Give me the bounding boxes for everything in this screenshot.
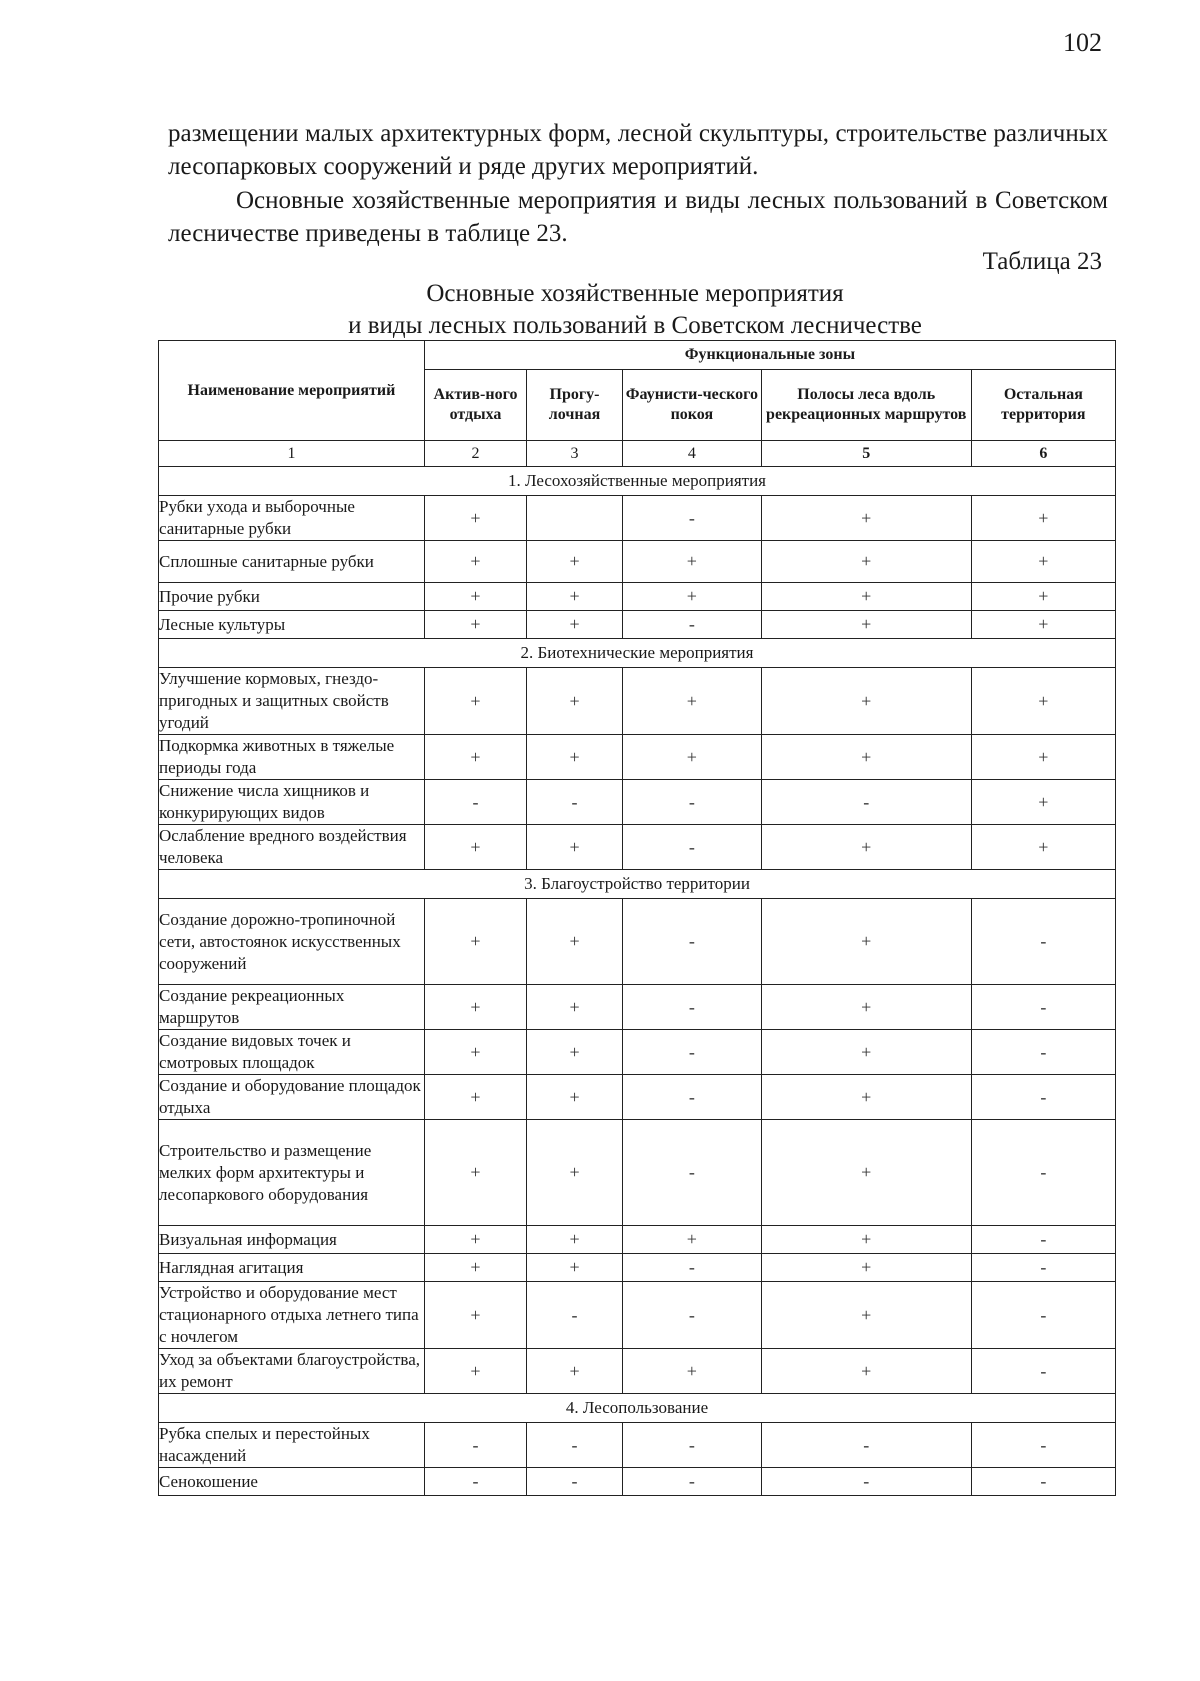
table-row xyxy=(159,735,1116,780)
zone-mark: - xyxy=(971,1030,1115,1075)
zone-mark: + xyxy=(527,1030,623,1075)
activity-name: Сенокошение xyxy=(159,1468,425,1496)
activity-name: Строительство и размещение мелких форм архитектуры и лесопаркового оборудования xyxy=(159,1120,425,1226)
zone-mark: + xyxy=(622,1226,761,1254)
section-title: 4. Лесопользование xyxy=(159,1394,1116,1423)
header-zone-fauna-rest: Фаунисти-ческого покоя xyxy=(622,370,761,441)
column-numbers-row xyxy=(159,441,1116,467)
header-activity-name: Наименование мероприятий xyxy=(159,341,425,441)
zone-mark: - xyxy=(622,496,761,541)
zone-mark: - xyxy=(971,1349,1115,1394)
column-number: 4 xyxy=(622,441,761,467)
zone-mark: - xyxy=(622,985,761,1030)
activity-name: Создание рекреационных маршрутов xyxy=(159,985,425,1030)
activity-name: Прочие рубки xyxy=(159,583,425,611)
zone-mark: + xyxy=(971,496,1115,541)
table-row xyxy=(159,496,1116,541)
table-row xyxy=(159,1226,1116,1254)
paragraph-1: размещении малых архитектурных форм, лесной скульптуры, строительстве различных лесопарковых сооружений и ряде других мероприятий. xyxy=(168,120,1108,180)
activity-name: Устройство и оборудование мест стационарного отдыха летнего типа с ночлегом xyxy=(159,1282,425,1349)
table-title xyxy=(160,278,1110,342)
zone-mark: + xyxy=(527,899,623,985)
zone-mark: + xyxy=(761,541,971,583)
zone-mark: - xyxy=(761,780,971,825)
paragraph-2: Основные хозяйственные мероприятия и виды лесных пользований в Советском лесничестве приведены в таблице 23. xyxy=(168,187,1108,247)
table-row xyxy=(159,1030,1116,1075)
activity-name: Ослабление вредного воздействия человека xyxy=(159,825,425,870)
zone-mark: - xyxy=(527,1282,623,1349)
zone-mark: + xyxy=(424,899,526,985)
zone-mark: + xyxy=(527,1120,623,1226)
header-functional-zones: Функциональные зоны xyxy=(424,341,1115,370)
zone-mark: + xyxy=(761,1226,971,1254)
activity-name: Визуальная информация xyxy=(159,1226,425,1254)
zone-mark: + xyxy=(971,583,1115,611)
zone-mark: + xyxy=(761,583,971,611)
zone-mark: + xyxy=(424,1282,526,1349)
zone-mark: - xyxy=(527,780,623,825)
activity-name: Создание видовых точек и смотровых площадок xyxy=(159,1030,425,1075)
activities-table xyxy=(158,340,1116,1496)
zone-mark: - xyxy=(622,780,761,825)
zone-mark: + xyxy=(424,1226,526,1254)
zone-mark: - xyxy=(971,1468,1115,1496)
zone-mark: + xyxy=(527,611,623,639)
zone-mark: + xyxy=(971,541,1115,583)
activity-name: Создание дорожно-тропиночной сети, автостоянок искусственных сооружений xyxy=(159,899,425,985)
zone-mark: - xyxy=(971,1226,1115,1254)
zone-mark: + xyxy=(527,668,623,735)
table-row xyxy=(159,1075,1116,1120)
zone-mark: + xyxy=(971,735,1115,780)
table-label: Таблица 23 xyxy=(982,248,1102,275)
zone-mark: - xyxy=(622,825,761,870)
zone-mark: + xyxy=(971,780,1115,825)
zone-mark: - xyxy=(622,1423,761,1468)
zone-mark: - xyxy=(424,780,526,825)
section-title: 2. Биотехнические мероприятия xyxy=(159,639,1116,668)
zone-mark: + xyxy=(527,1349,623,1394)
zone-mark: + xyxy=(622,735,761,780)
activity-name: Подкормка животных в тяжелые периоды года xyxy=(159,735,425,780)
table-row xyxy=(159,1423,1116,1468)
table-row xyxy=(159,1468,1116,1496)
zone-mark: + xyxy=(761,899,971,985)
zone-mark: + xyxy=(761,668,971,735)
zone-mark: + xyxy=(971,611,1115,639)
zone-mark: + xyxy=(424,1120,526,1226)
table-row xyxy=(159,780,1116,825)
table-row xyxy=(159,825,1116,870)
zone-mark: + xyxy=(424,583,526,611)
table-row xyxy=(159,899,1116,985)
zone-mark: + xyxy=(761,985,971,1030)
activity-name: Наглядная агитация xyxy=(159,1254,425,1282)
page-number: 102 xyxy=(1063,28,1102,57)
table-row xyxy=(159,985,1116,1030)
table-row xyxy=(159,1254,1116,1282)
zone-mark: - xyxy=(622,1254,761,1282)
section-row xyxy=(159,1394,1116,1423)
activity-name: Лесные культуры xyxy=(159,611,425,639)
zone-mark: + xyxy=(971,668,1115,735)
zone-mark: - xyxy=(622,899,761,985)
zone-mark: - xyxy=(971,1120,1115,1226)
section-row xyxy=(159,467,1116,496)
table-row xyxy=(159,541,1116,583)
column-number: 3 xyxy=(527,441,623,467)
zone-mark: + xyxy=(761,611,971,639)
zone-mark: + xyxy=(971,825,1115,870)
column-number: 6 xyxy=(971,441,1115,467)
zone-mark: - xyxy=(971,899,1115,985)
zone-mark: - xyxy=(527,1468,623,1496)
zone-mark: - xyxy=(622,611,761,639)
table-title-line-1: Основные хозяйственные мероприятия xyxy=(426,280,844,307)
zone-mark: + xyxy=(424,668,526,735)
table-title-line-2: и виды лесных пользований в Советском лесничестве xyxy=(348,312,922,339)
zone-mark: + xyxy=(424,735,526,780)
zone-mark: + xyxy=(622,541,761,583)
section-row xyxy=(159,870,1116,899)
activity-name: Улучшение кормовых, гнездо-пригодных и защитных свойств угодий xyxy=(159,668,425,735)
activity-name: Рубки ухода и выборочные санитарные рубки xyxy=(159,496,425,541)
column-number: 2 xyxy=(424,441,526,467)
zone-mark: - xyxy=(622,1282,761,1349)
zone-mark: + xyxy=(527,1075,623,1120)
zone-mark: - xyxy=(971,985,1115,1030)
zone-mark: - xyxy=(971,1282,1115,1349)
zone-mark: - xyxy=(622,1075,761,1120)
zone-mark: + xyxy=(761,1030,971,1075)
table-row xyxy=(159,611,1116,639)
zone-mark: + xyxy=(424,825,526,870)
activity-name: Снижение числа хищников и конкурирующих видов xyxy=(159,780,425,825)
header-zone-active-rest: Актив-ного отдыха xyxy=(424,370,526,441)
table-row xyxy=(159,583,1116,611)
zone-mark: + xyxy=(424,611,526,639)
activity-name: Уход за объектами благоустройства, их ремонт xyxy=(159,1349,425,1394)
zone-mark: + xyxy=(527,735,623,780)
activity-name: Сплошные санитарные рубки xyxy=(159,541,425,583)
zone-mark: + xyxy=(622,583,761,611)
header-zone-walking: Прогу-лочная xyxy=(527,370,623,441)
zone-mark: - xyxy=(424,1468,526,1496)
zone-mark: + xyxy=(424,1030,526,1075)
zone-mark: + xyxy=(622,668,761,735)
zone-mark: - xyxy=(971,1075,1115,1120)
zone-mark: - xyxy=(622,1120,761,1226)
zone-mark: + xyxy=(424,1349,526,1394)
column-number: 5 xyxy=(761,441,971,467)
zone-mark: - xyxy=(527,1423,623,1468)
zone-mark: + xyxy=(761,825,971,870)
zone-mark: + xyxy=(622,1349,761,1394)
zone-mark: + xyxy=(527,583,623,611)
activity-name: Создание и оборудование площадок отдыха xyxy=(159,1075,425,1120)
section-title: 3. Благоустройство территории xyxy=(159,870,1116,899)
zone-mark: + xyxy=(527,1254,623,1282)
table-row xyxy=(159,1349,1116,1394)
zone-mark: + xyxy=(761,1282,971,1349)
zone-mark: + xyxy=(761,735,971,780)
zone-mark: + xyxy=(761,1254,971,1282)
zone-mark: - xyxy=(971,1254,1115,1282)
section-row xyxy=(159,639,1116,668)
header-zone-other: Остальная территория xyxy=(971,370,1115,441)
zone-mark: + xyxy=(527,1226,623,1254)
table-row xyxy=(159,1120,1116,1226)
zone-mark: + xyxy=(527,825,623,870)
zone-mark: + xyxy=(761,496,971,541)
section-title: 1. Лесохозяйственные мероприятия xyxy=(159,467,1116,496)
column-number: 1 xyxy=(159,441,425,467)
zone-mark: - xyxy=(761,1468,971,1496)
zone-mark: + xyxy=(527,541,623,583)
header-zone-route-strips: Полосы леса вдоль рекреационных маршрутов xyxy=(761,370,971,441)
zone-mark: + xyxy=(424,496,526,541)
table-row xyxy=(159,668,1116,735)
zone-mark: - xyxy=(761,1423,971,1468)
zone-mark: + xyxy=(424,1254,526,1282)
zone-mark: + xyxy=(424,541,526,583)
zone-mark: - xyxy=(971,1423,1115,1468)
zone-mark: - xyxy=(424,1423,526,1468)
zone-mark: + xyxy=(761,1349,971,1394)
zone-mark: + xyxy=(424,1075,526,1120)
table-row xyxy=(159,1282,1116,1349)
zone-mark: + xyxy=(527,985,623,1030)
zone-mark: + xyxy=(424,985,526,1030)
zone-mark: + xyxy=(761,1075,971,1120)
zone-mark: + xyxy=(761,1120,971,1226)
activity-name: Рубка спелых и перестойных насаждений xyxy=(159,1423,425,1468)
zone-mark: - xyxy=(622,1468,761,1496)
zone-mark: - xyxy=(622,1030,761,1075)
zone-mark xyxy=(527,496,623,541)
